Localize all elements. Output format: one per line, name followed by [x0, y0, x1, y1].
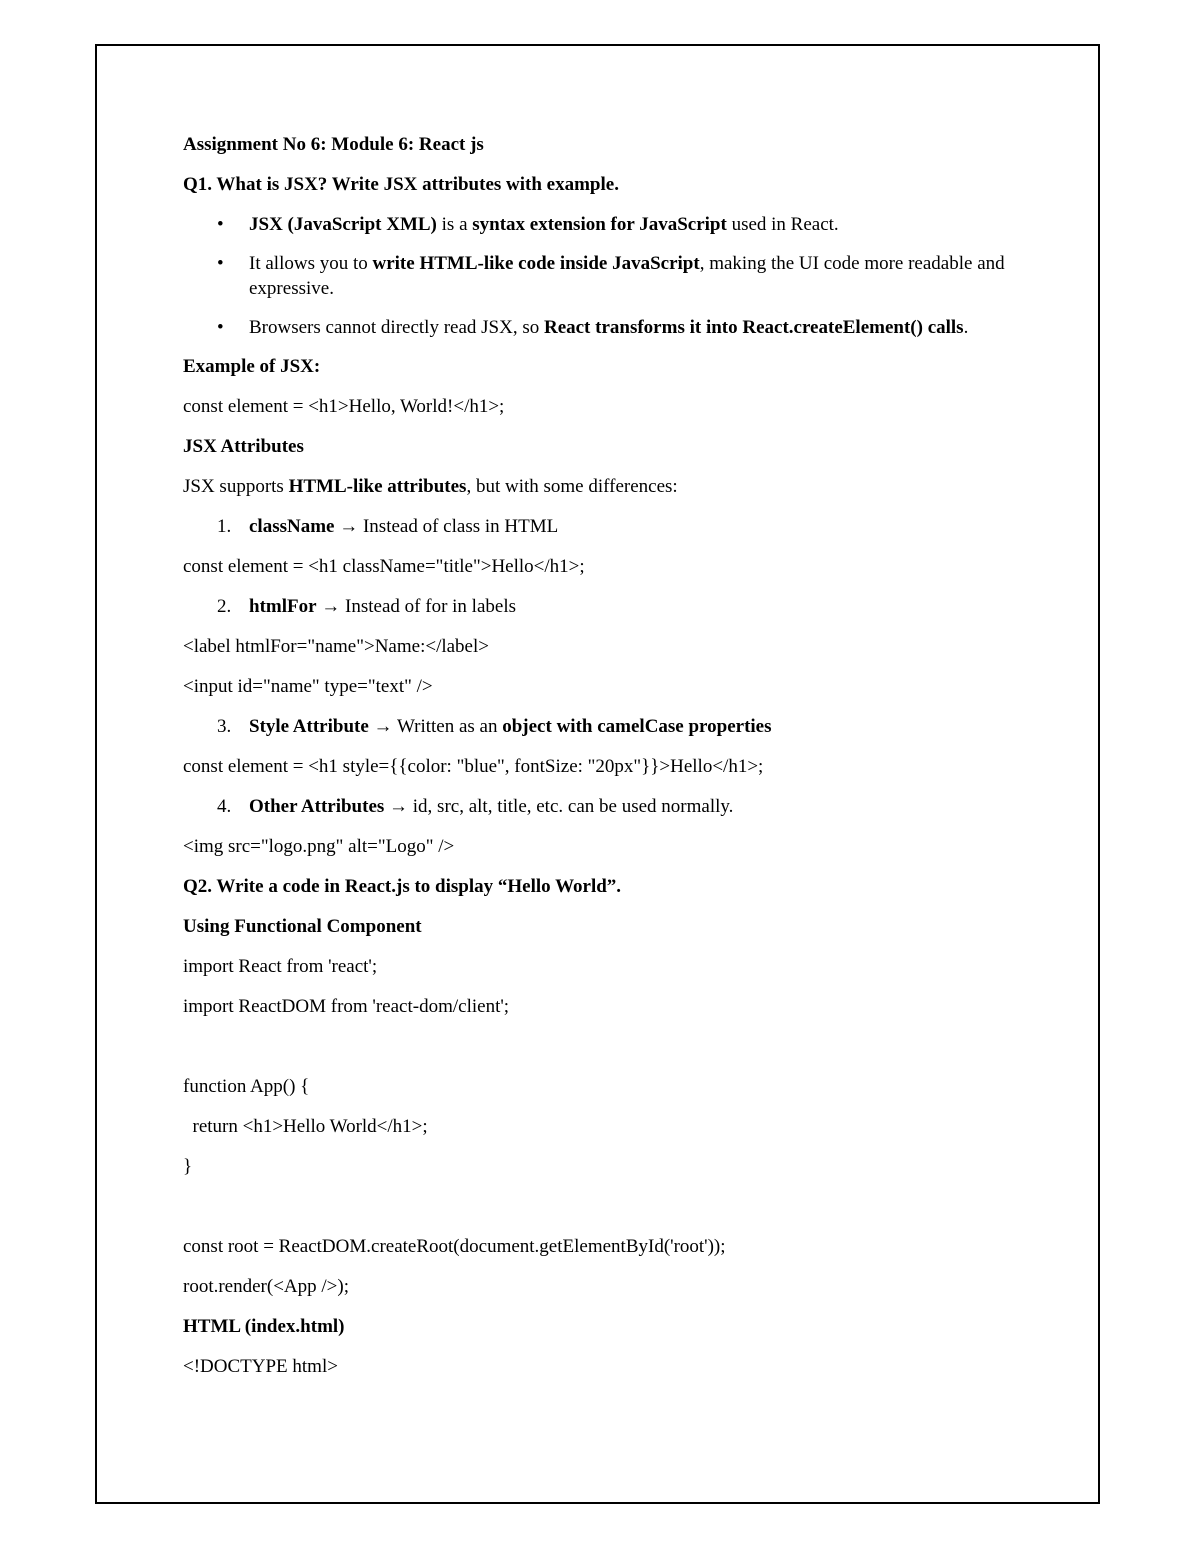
code-line: import ReactDOM from 'react-dom/client'; [183, 996, 510, 1017]
attributes-intro: JSX supports HTML-like attributes, but with some differences: [183, 476, 678, 497]
question-2: Q2. Write a code in React.js to display “Hello World”. [183, 876, 622, 897]
code-line: <img src="logo.png" alt="Logo" /> [183, 836, 455, 857]
code-line: const element = <h1>Hello, World!</h1>; [183, 396, 505, 417]
bullet-icon: • [217, 317, 224, 338]
bullet-icon: • [217, 214, 224, 235]
attribute-item-other: 4. Other Attributes → id, src, alt, title, etc. can be used normally. [217, 796, 734, 817]
code-line: const element = <h1 className="title">Hello</h1>; [183, 556, 585, 577]
code-line: const element = <h1 style={{color: "blue", fontSize: "20px"}}>Hello</h1>; [183, 756, 764, 777]
html-heading: HTML (index.html) [183, 1316, 345, 1337]
code-line: function App() { [183, 1076, 310, 1097]
code-line: } [183, 1156, 193, 1177]
attribute-item-htmlfor: 2. htmlFor → Instead of for in labels [217, 596, 516, 617]
functional-heading: Using Functional Component [183, 916, 422, 937]
attributes-heading: JSX Attributes [183, 436, 304, 457]
bullet-item: • It allows you to write HTML-like code inside JavaScript, making the UI code more readable and expressive. [217, 253, 1005, 299]
attribute-item-classname: 1. className → Instead of class in HTML [217, 516, 559, 537]
code-line: import React from 'react'; [183, 956, 378, 977]
example-heading: Example of JSX: [183, 356, 321, 377]
code-line: root.render(<App />); [183, 1276, 349, 1297]
attribute-item-style: 3. Style Attribute → Written as an object with camelCase properties [217, 716, 772, 737]
bullet-icon: • [217, 253, 224, 274]
code-line: <input id="name" type="text" /> [183, 676, 433, 697]
question-1: Q1. What is JSX? Write JSX attributes with example. [183, 174, 619, 195]
code-line: <label htmlFor="name">Name:</label> [183, 636, 489, 657]
assignment-title: Assignment No 6: Module 6: React js [183, 134, 484, 155]
bullet-item: • Browsers cannot directly read JSX, so React transforms it into React.createElement() calls. [217, 317, 969, 338]
code-line: <!DOCTYPE html> [183, 1356, 338, 1377]
code-line: const root = ReactDOM.createRoot(document.getElementById('root')); [183, 1236, 726, 1257]
document-body [183, 132, 1023, 1394]
code-line: return <h1>Hello World</h1>; [183, 1116, 428, 1137]
bullet-item: • JSX (JavaScript XML) is a syntax extension for JavaScript used in React. [217, 214, 839, 235]
